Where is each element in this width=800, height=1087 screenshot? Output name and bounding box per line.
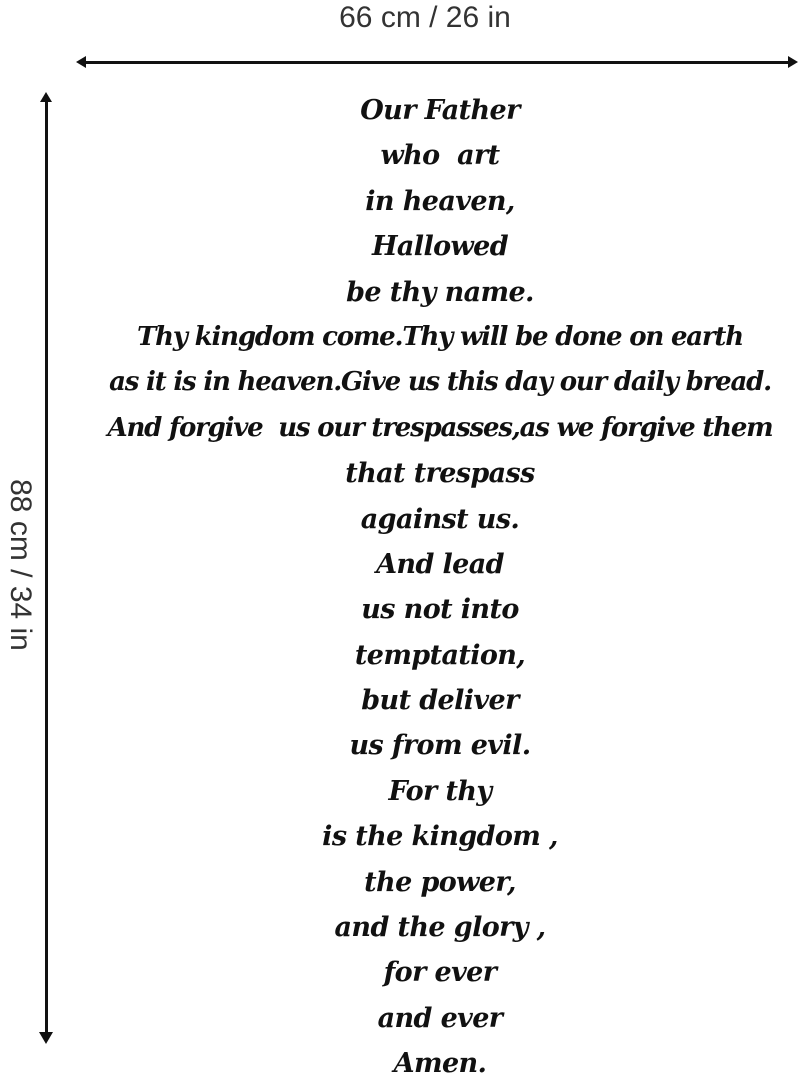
- prayer-line: And lead: [376, 548, 504, 580]
- prayer-line: that trespass: [345, 458, 535, 490]
- prayer-line: as it is in heaven.Give us this day our daily bread.: [109, 367, 771, 398]
- prayer-line: who art: [380, 140, 500, 172]
- prayer-line: And forgive us our trespasses,as we forgive them: [107, 412, 773, 443]
- prayer-line: the power,: [364, 866, 516, 898]
- width-dimension-line: [82, 61, 790, 64]
- arrow-right-icon: [788, 56, 798, 68]
- prayer-line: us from evil.: [349, 730, 531, 762]
- prayer-line: and the glory ,: [334, 912, 546, 944]
- prayer-line: temptation,: [354, 639, 526, 671]
- prayer-line: in heaven,: [365, 185, 515, 217]
- arrow-down-icon: [39, 1032, 53, 1044]
- prayer-line: but deliver: [361, 685, 519, 717]
- prayer-line: Our Father: [360, 95, 520, 126]
- prayer-line: Hallowed: [371, 231, 509, 263]
- prayer-cross-text: [60, 88, 800, 1087]
- prayer-line: against us.: [360, 503, 520, 535]
- prayer-line: and ever: [377, 1002, 503, 1034]
- prayer-line: be thy name.: [346, 276, 534, 308]
- prayer-line: is the kingdom ,: [322, 821, 558, 853]
- prayer-line: For thy: [388, 775, 492, 807]
- prayer-line: for ever: [383, 957, 497, 989]
- width-label: 66 cm / 26 in: [339, 1, 511, 34]
- height-label: 88 cm / 34 in: [4, 479, 37, 651]
- prayer-line: Amen.: [393, 1048, 487, 1080]
- prayer-line: Thy kingdom come.Thy will be done on earth: [137, 321, 743, 352]
- height-dimension-line: [45, 100, 48, 1035]
- prayer-line: us not into: [361, 594, 519, 626]
